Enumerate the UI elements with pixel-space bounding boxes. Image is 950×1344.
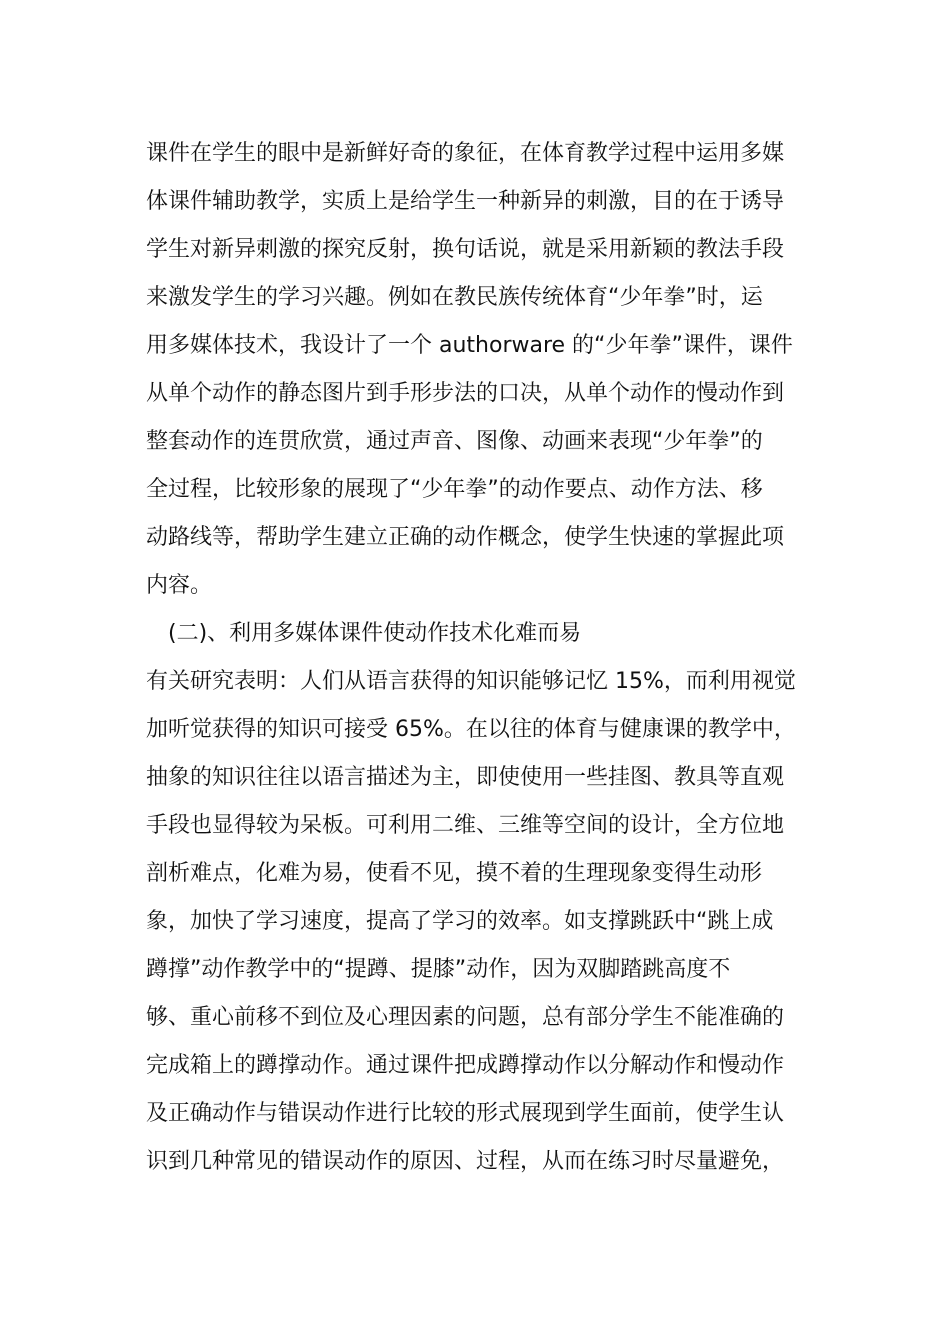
- text-line: 整套动作的连贯欣赏，通过声音、图像、动画来表现“少年拳”的: [146, 429, 763, 454]
- text-line: 有关研究表明：人们从语言获得的知识能够记忆 15%，而利用视觉: [146, 669, 796, 694]
- text-line: 内容。: [146, 573, 213, 598]
- text-line: 体课件辅助教学，实质上是给学生一种新异的刺激，目的在于诱导: [146, 189, 785, 214]
- text-line: 识到几种常见的错误动作的原因、过程，从而在练习时尽量避免，: [146, 1149, 785, 1174]
- text-line: 象，加快了学习速度，提高了学习的效率。如支撑跳跃中“跳上成: [146, 909, 774, 934]
- text-line: 来激发学生的学习兴趣。例如在教民族传统体育“少年拳”时，运: [146, 285, 763, 310]
- text-line: 全过程，比较形象的展现了“少年拳”的动作要点、动作方法、移: [146, 477, 763, 502]
- text-line: 蹲撑”动作教学中的“提蹲、提膝”动作，因为双脚踏跳高度不: [146, 957, 731, 982]
- text-line: 用多媒体技术，我设计了一个 authorware 的“少年拳”课件，课件: [146, 333, 793, 358]
- section-heading: (二)、利用多媒体课件使动作技术化难而易: [168, 621, 582, 646]
- text-line: 抽象的知识往往以语言描述为主，即使使用一些挂图、教具等直观: [146, 765, 785, 790]
- text-line: 完成箱上的蹲撑动作。通过课件把成蹲撑动作以分解动作和慢动作: [146, 1053, 785, 1078]
- text-line: 加听觉获得的知识可接受 65%。在以往的体育与健康课的教学中，: [146, 717, 796, 742]
- text-line: 课件在学生的眼中是新鲜好奇的象征，在体育教学过程中运用多媒: [146, 141, 785, 166]
- text-line: 学生对新异刺激的探究反射，换句话说，就是采用新颖的教法手段: [146, 237, 785, 262]
- text-line: 及正确动作与错误动作进行比较的形式展现到学生面前，使学生认: [146, 1101, 785, 1126]
- text-line: 动路线等，帮助学生建立正确的动作概念，使学生快速的掌握此项: [146, 525, 785, 550]
- text-line: 够、重心前移不到位及心理因素的问题，总有部分学生不能准确的: [146, 1005, 785, 1030]
- text-line: 从单个动作的静态图片到手形步法的口决，从单个动作的慢动作到: [146, 381, 785, 406]
- text-line: 剖析难点，化难为易，使看不见，摸不着的生理现象变得生动形: [146, 861, 763, 886]
- text-line: 手段也显得较为呆板。可利用二维、三维等空间的设计，全方位地: [146, 813, 785, 838]
- document-body: [146, 130, 806, 1186]
